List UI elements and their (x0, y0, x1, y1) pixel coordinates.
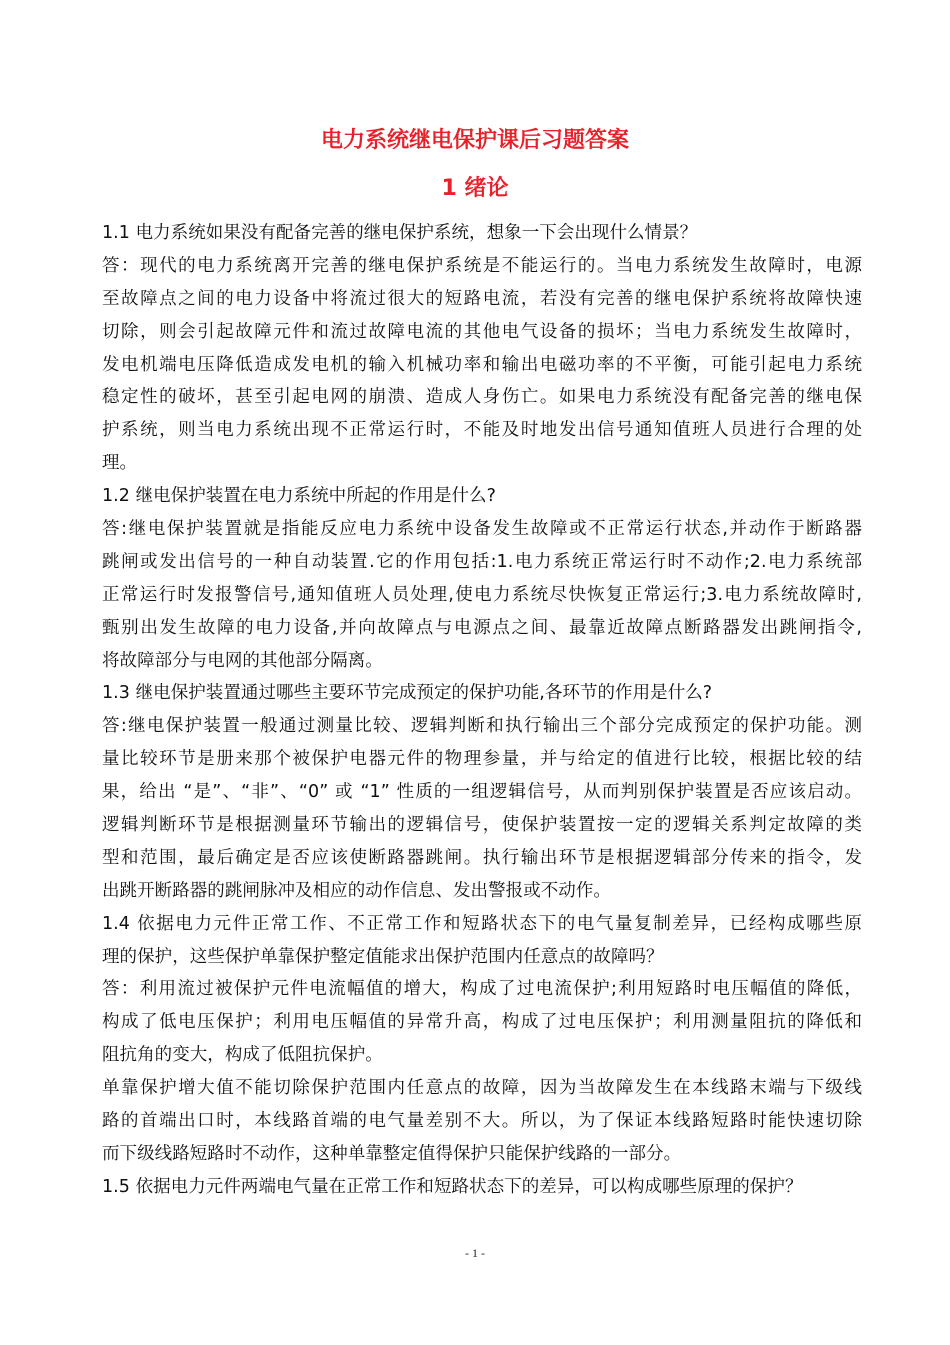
text-line: 果，给出 “是”、“非”、“0” 或 “1” 性质的一组逻辑信号，从而判别保护装置是否应该启动。 (102, 782, 862, 803)
text-line: 切除，则会引起故障元件和流过故障电流的其他电气设备的损坏；当电力系统发生故障时， (102, 321, 862, 342)
text-line: 型和范围，最后确定是否应该使断路器跳闸。执行输出环节是根据逻辑部分传来的指令，发 (102, 847, 862, 868)
text-line: 发电机端电压降低造成发电机的输入机械功率和输出电磁功率的不平衡，可能引起电力系统 (102, 354, 862, 375)
question-1-3 (102, 677, 862, 710)
text-line: 理的保护，这些保护单靠保护整定值能求出保护范围内任意点的故障吗？ (102, 946, 664, 967)
question-1-5 (102, 1171, 862, 1204)
text-line: 出跳开断路器的跳闸脉冲及相应的动作信息、发出警报或不动作。 (102, 880, 611, 901)
text-line: 正常运行时发报警信号,通知值班人员处理,使电力系统尽快恢复正常运行;3.电力系统故障时, (102, 584, 862, 605)
text-line: 跳闸或发出信号的一种自动装置.它的作用包括:1.电力系统正常运行时不动作;2.电力系统部 (102, 551, 862, 572)
text-line: 将故障部分与电网的其他部分隔离。 (102, 650, 383, 671)
text-line: 答：利用流过被保护元件电流幅值的增大，构成了过电流保护;利用短路时电压幅值的降低， (102, 979, 862, 1000)
text-line: 阻抗角的变大，构成了低阻抗保护。 (102, 1045, 383, 1066)
text-line: 1.3 继电保护装置通过哪些主要环节完成预定的保护功能,各环节的作用是什么? (102, 683, 713, 704)
question-1-2 (102, 480, 862, 513)
text-line: 逻辑判断环节是根据测量环节输出的逻辑信号，使保护装置按一定的逻辑关系判定故障的类 (102, 815, 862, 836)
text-line: 而下级线路短路时不动作，这种单靠整定值得保护只能保护线路的一部分。 (102, 1143, 682, 1164)
text-line: 稳定性的破坏，甚至引起电网的崩溃、造成人身伤亡。如果电力系统没有配备完善的继电保 (102, 387, 862, 408)
text-line: 量比较环节是册来那个被保护电器元件的物理参量，并与给定的值进行比较，根据比较的结 (102, 749, 862, 770)
answer-1-1 (102, 250, 862, 480)
text-line: 单靠保护增大值不能切除保护范围内任意点的故障，因为当故障发生在本线路末端与下级线 (102, 1078, 862, 1099)
page-number: - 1 - (465, 1246, 485, 1260)
text-line: 护系统，则当电力系统出现不正常运行时，不能及时地发出信号通知值班人员进行合理的处 (102, 420, 862, 441)
question-1-4 (102, 908, 862, 974)
text-line: 答:继电保护装置就是指能反应电力系统中设备发生故障或不正常运行状态,并动作于断路器 (102, 519, 862, 540)
answer-1-3 (102, 710, 862, 907)
text-line: 路的首端出口时，本线路首端的电气量差别不大。所以，为了保证本线路短路时能快速切除 (102, 1111, 862, 1132)
question-1-1 (102, 217, 862, 250)
answer-1-4 (102, 973, 862, 1072)
text-line: 答：现代的电力系统离开完善的继电保护系统是不能运行的。当电力系统发生故障时，电源 (102, 255, 862, 276)
text-line: 1.2 继电保护装置在电力系统中所起的作用是什么? (102, 486, 496, 507)
chapter-title: 1 绪论 (441, 176, 509, 201)
text-line: 甄别出发生故障的电力设备,并向故障点与电源点之间、最靠近故障点断路器发出跳闸指令, (102, 617, 862, 638)
text-line: 至故障点之间的电力设备中将流过很大的短路电流，若没有完善的继电保护系统将故障快速 (102, 288, 862, 309)
text-line: 理。 (102, 453, 138, 474)
text-line: 答:继电保护装置一般通过测量比较、逻辑判断和执行输出三个部分完成预定的保护功能。测 (102, 716, 862, 737)
text-line: 1.5 依据电力元件两端电气量在正常工作和短路状态下的差异，可以构成哪些原理的保护？ (102, 1176, 803, 1197)
document-title: 电力系统继电保护课后习题答案 (320, 128, 629, 153)
answer-1-4-continued (102, 1072, 862, 1171)
answer-1-2 (102, 513, 862, 677)
text-line: 构成了低电压保护；利用电压幅值的异常升高，构成了过电压保护；利用测量阻抗的降低和 (102, 1012, 862, 1033)
text-line: 1.4 依据电力元件正常工作、不正常工作和短路状态下的电气量复制差异，已经构成哪些原 (102, 913, 862, 934)
text-line: 1.1 电力系统如果没有配备完善的继电保护系统，想象一下会出现什么情景？ (102, 223, 698, 243)
document-body (102, 217, 862, 1204)
